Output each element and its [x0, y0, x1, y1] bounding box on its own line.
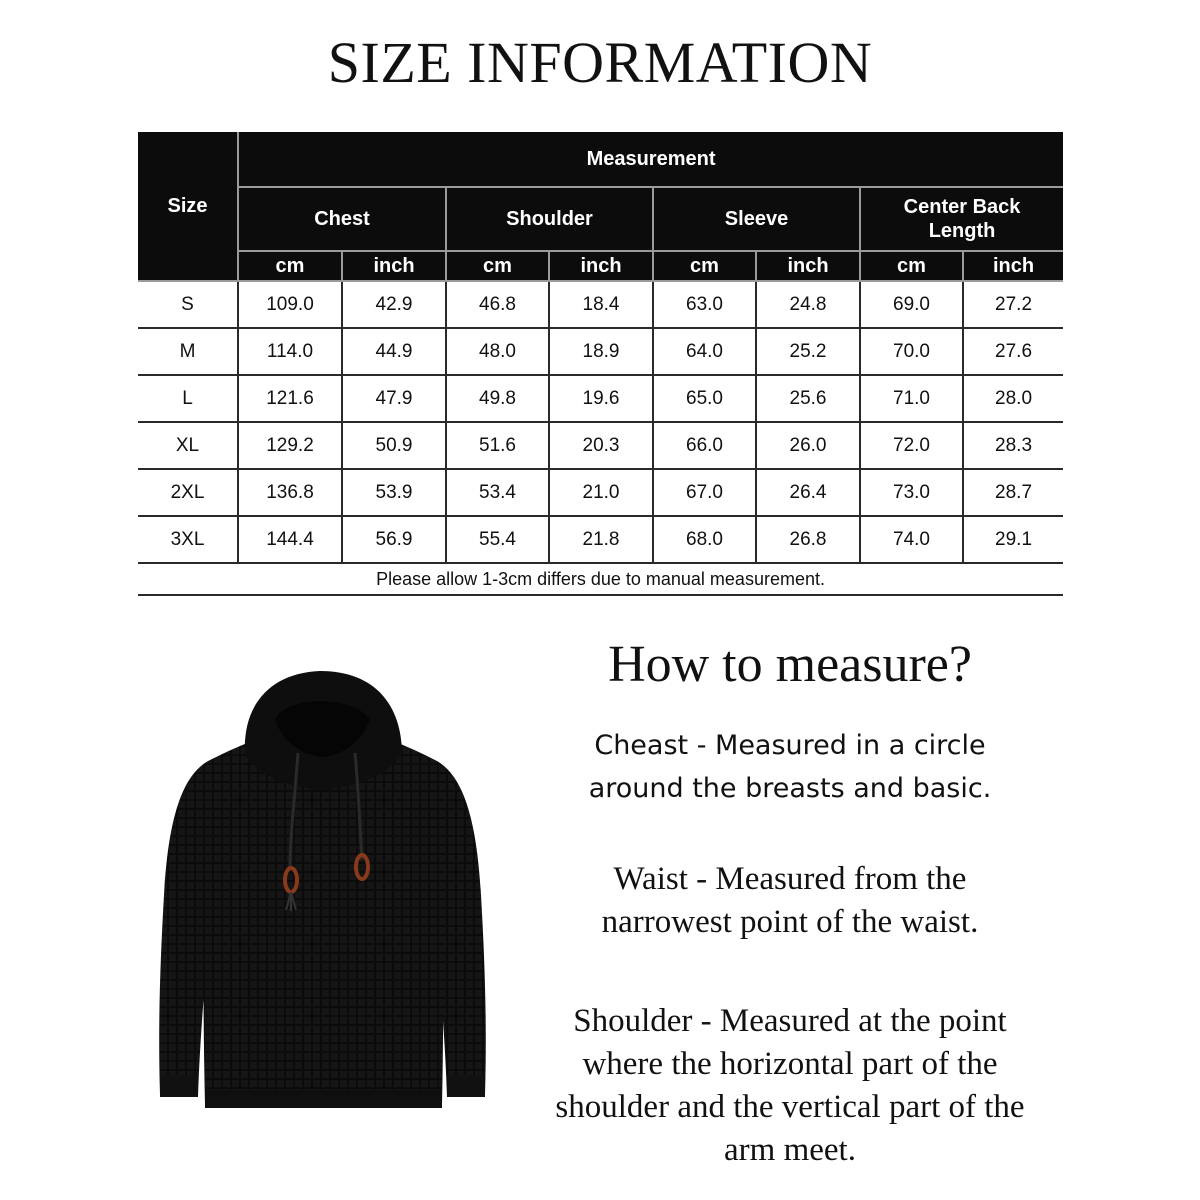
size-cell: L: [138, 375, 238, 422]
measurement-cell: 27.6: [963, 328, 1063, 375]
measurement-cell: 136.8: [238, 469, 342, 516]
measurement-cell: 42.9: [342, 281, 446, 328]
measurement-cell: 18.4: [549, 281, 653, 328]
measurement-cell: 144.4: [238, 516, 342, 563]
measurement-header: Measurement: [238, 132, 1063, 187]
measurement-cell: 71.0: [860, 375, 963, 422]
size-header: Size: [138, 132, 238, 281]
measurement-cell: 46.8: [446, 281, 549, 328]
table-row: [138, 375, 1063, 422]
size-table: [138, 132, 1063, 596]
measurement-cell: 18.9: [549, 328, 653, 375]
measurement-cell: 64.0: [653, 328, 756, 375]
size-cell: 2XL: [138, 469, 238, 516]
group-header-label: Center Back Length: [903, 196, 1021, 242]
waist-description: [520, 858, 1060, 944]
table-row: [138, 469, 1063, 516]
waist-line: Waist - Measured from the: [613, 861, 967, 897]
measurement-cell: 21.0: [549, 469, 653, 516]
cheast-line: around the breasts and basic.: [588, 773, 992, 804]
measurement-cell: 47.9: [342, 375, 446, 422]
measurement-cell: 25.2: [756, 328, 860, 375]
size-cell: S: [138, 281, 238, 328]
unit-header: inch: [342, 251, 446, 281]
measurement-cell: 109.0: [238, 281, 342, 328]
black-hoodie-image: [150, 665, 495, 1120]
group-header-shoulder: Shoulder: [446, 187, 653, 251]
measurement-cell: 48.0: [446, 328, 549, 375]
measurement-cell: 51.6: [446, 422, 549, 469]
measurement-cell: 129.2: [238, 422, 342, 469]
measurement-cell: 53.4: [446, 469, 549, 516]
table-row: [138, 422, 1063, 469]
measurement-cell: 70.0: [860, 328, 963, 375]
table-row: [138, 516, 1063, 563]
shoulder-line: arm meet.: [724, 1132, 856, 1168]
cheast-description: [520, 724, 1060, 810]
measurement-cell: 74.0: [860, 516, 963, 563]
cheast-line: Cheast - Measured in a circle: [594, 730, 986, 761]
unit-header: inch: [756, 251, 860, 281]
shoulder-description: [520, 1000, 1060, 1172]
measurement-cell: 25.6: [756, 375, 860, 422]
measurement-cell: 19.6: [549, 375, 653, 422]
measurement-cell: 63.0: [653, 281, 756, 328]
unit-header: inch: [963, 251, 1063, 281]
size-cell: M: [138, 328, 238, 375]
measurement-cell: 55.4: [446, 516, 549, 563]
measurement-cell: 28.7: [963, 469, 1063, 516]
measurement-cell: 20.3: [549, 422, 653, 469]
measurement-cell: 49.8: [446, 375, 549, 422]
table-row: [138, 281, 1063, 328]
unit-header: cm: [238, 251, 342, 281]
table-row: [138, 328, 1063, 375]
measurement-cell: 50.9: [342, 422, 446, 469]
how-to-measure-heading: How to measure?: [608, 636, 972, 693]
measurement-cell: 73.0: [860, 469, 963, 516]
shoulder-line: where the horizontal part of the: [582, 1046, 998, 1082]
measurement-cell: 26.8: [756, 516, 860, 563]
measurement-cell: 72.0: [860, 422, 963, 469]
measurement-cell: 53.9: [342, 469, 446, 516]
measurement-cell: 29.1: [963, 516, 1063, 563]
measurement-cell: 65.0: [653, 375, 756, 422]
measurement-cell: 26.0: [756, 422, 860, 469]
size-cell: XL: [138, 422, 238, 469]
unit-header: cm: [446, 251, 549, 281]
measurement-cell: 121.6: [238, 375, 342, 422]
measurement-cell: 66.0: [653, 422, 756, 469]
measurement-cell: 69.0: [860, 281, 963, 328]
measurement-cell: 26.4: [756, 469, 860, 516]
measurement-cell: 67.0: [653, 469, 756, 516]
measurement-cell: 44.9: [342, 328, 446, 375]
shoulder-line: shoulder and the vertical part of the: [555, 1089, 1025, 1125]
unit-header: cm: [653, 251, 756, 281]
waist-line: narrowest point of the waist.: [601, 904, 979, 940]
measurement-cell: 56.9: [342, 516, 446, 563]
group-header-sleeve: Sleeve: [653, 187, 860, 251]
measurement-cell: 21.8: [549, 516, 653, 563]
size-cell: 3XL: [138, 516, 238, 563]
measurement-cell: 27.2: [963, 281, 1063, 328]
group-header-chest: Chest: [238, 187, 446, 251]
measurement-note: Please allow 1-3cm differs due to manual measurement.: [138, 563, 1063, 595]
measurement-cell: 28.3: [963, 422, 1063, 469]
shoulder-line: Shoulder - Measured at the point: [573, 1003, 1007, 1039]
unit-header: inch: [549, 251, 653, 281]
how-to-measure-section: [520, 632, 1060, 1172]
measurement-cell: 68.0: [653, 516, 756, 563]
measurement-cell: 114.0: [238, 328, 342, 375]
page-title: SIZE INFORMATION: [327, 30, 873, 95]
measurement-cell: 24.8: [756, 281, 860, 328]
unit-header: cm: [860, 251, 963, 281]
group-header-center-back-length: [860, 187, 1063, 251]
measurement-cell: 28.0: [963, 375, 1063, 422]
